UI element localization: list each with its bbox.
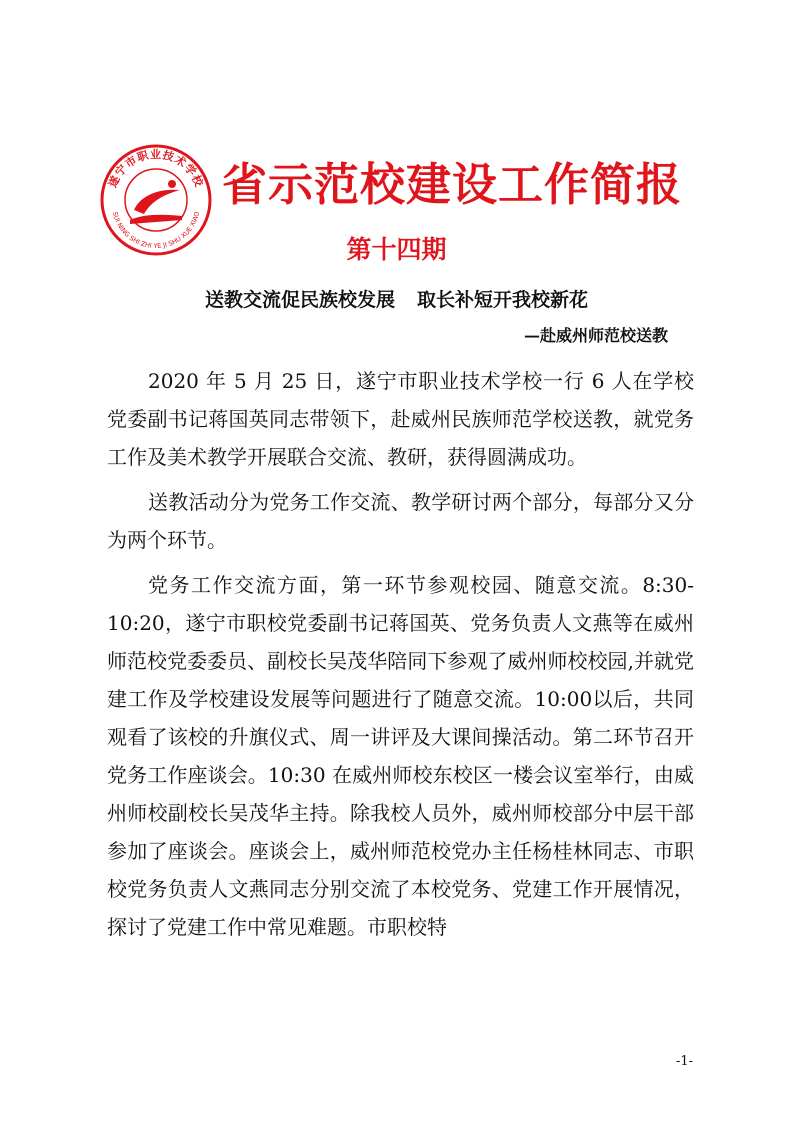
headline-part1: 送教交流促民族校发展 (204, 289, 395, 311)
logo-arc-text-latin: SUI NING SHI ZHI YE JI SHU XUE XIAO (110, 210, 202, 251)
bulletin-title: 省示范校建设工作简报 (222, 158, 683, 211)
article-body (107, 362, 694, 953)
article-subtitle: —赴威州师范校送教 (523, 326, 668, 345)
paragraph: 2020 年 5 月 25 日，遂宁市职业技术学校一行 6 人在学校党委副书记蒋国英同志带领下，赴威州民族师范学校送教，就党务工作及美术教学开展联合交流、教研，获得圆满成功。 (107, 369, 694, 469)
paragraph: 党务工作交流方面，第一环节参观校园、随意交流。8:30-10:20，遂宁市职校党委副书记蒋国英、党务负责人文燕等在威州师范校党委委员、副校长吴茂华陪同下参观了威州师校校园,并就党建工作及学校建设发展等问题进行了随意交流。10:00以后，共同观看了该校的升旗仪式、周一讲评及大课间操活动。第二环节召开党务工作座谈会。10:30 在威州师校东校区一楼会议室举行，由威州师校副校长吴茂华主持。除我校人员外，威州师校部分中层干部参加了座谈会。座谈会上，威州师范校党办主任杨桂林同志、市职校党务负责人文燕同志分别交流了本校党务、党建工作开展情况，探讨了党建工作中常见难题。市职校特 (107, 573, 694, 939)
page-number: -1- (675, 1054, 693, 1069)
logo-arc-text: 遂宁市职业技术学校 (106, 148, 206, 190)
article-headline (0, 287, 793, 313)
svg-text:遂宁市职业技术学校 (105, 147, 207, 189)
paragraph: 送教活动分为党务工作交流、教学研讨两个部分，每部分又分为两个环节。 (107, 490, 694, 552)
issue-number: 第十四期 (346, 235, 447, 264)
headline-part2: 取长补短开我校新花 (417, 289, 589, 311)
logo-emblem-icon (130, 180, 182, 224)
